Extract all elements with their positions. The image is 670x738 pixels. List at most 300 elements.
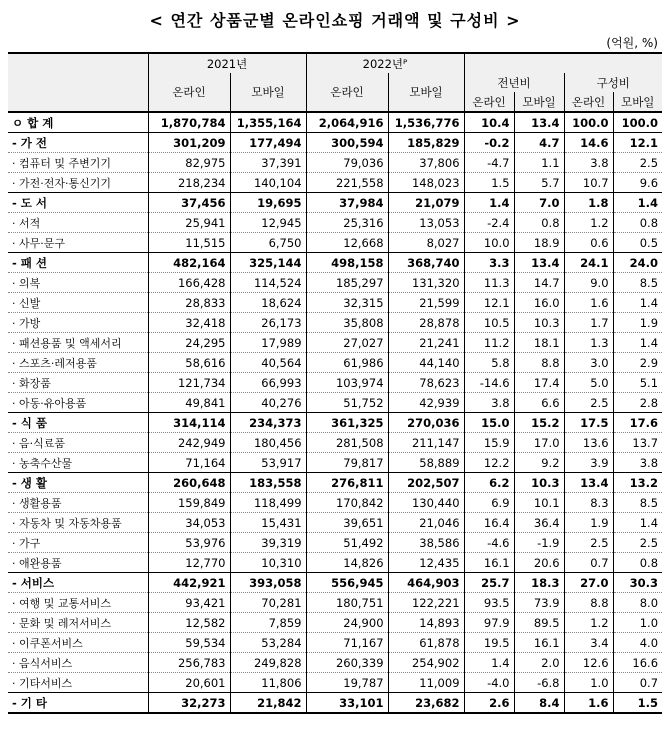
table-cell: 13.4: [514, 253, 564, 273]
row-label: · 자동차 및 자동차용품: [8, 513, 148, 533]
table-cell: -2.4: [464, 213, 514, 233]
table-cell: 256,783: [148, 653, 230, 673]
table-cell: 35,808: [306, 313, 388, 333]
table-cell: 260,648: [148, 473, 230, 493]
table-cell: 1.4: [613, 193, 662, 213]
table-cell: 61,986: [306, 353, 388, 373]
table-cell: 3.8: [613, 453, 662, 473]
table-cell: 39,319: [230, 533, 306, 553]
table-cell: 114,524: [230, 273, 306, 293]
row-label: · 가방: [8, 313, 148, 333]
row-label: · 서적: [8, 213, 148, 233]
table-cell: 1,355,164: [230, 112, 306, 133]
table-cell: 79,817: [306, 453, 388, 473]
table-cell: 242,949: [148, 433, 230, 453]
row-label: ㅇ 합 계: [8, 112, 148, 133]
header-2022-online: 온라인: [306, 73, 388, 112]
table-row: [8, 273, 662, 293]
table-cell: 166,428: [148, 273, 230, 293]
table-row: [8, 673, 662, 693]
table-cell: -0.2: [464, 133, 514, 153]
table-cell: 185,297: [306, 273, 388, 293]
table-cell: 44,140: [388, 353, 464, 373]
table-row: [8, 293, 662, 313]
table-cell: 8.8: [514, 353, 564, 373]
table-row: [8, 573, 662, 593]
table-cell: 361,325: [306, 413, 388, 433]
table-cell: 12,435: [388, 553, 464, 573]
table-cell: 59,534: [148, 633, 230, 653]
row-label: - 기 타: [8, 693, 148, 714]
table-cell: 4.7: [514, 133, 564, 153]
table-cell: 122,221: [388, 593, 464, 613]
table-cell: 15.2: [514, 413, 564, 433]
table-cell: 13.7: [613, 433, 662, 453]
table-cell: 21,079: [388, 193, 464, 213]
table-cell: 24,295: [148, 333, 230, 353]
table-cell: 103,974: [306, 373, 388, 393]
table-cell: 51,752: [306, 393, 388, 413]
table-cell: 14,893: [388, 613, 464, 633]
table-cell: 118,499: [230, 493, 306, 513]
table-cell: 1.1: [514, 153, 564, 173]
table-cell: -6.8: [514, 673, 564, 693]
table-cell: 14,826: [306, 553, 388, 573]
table-cell: 26,173: [230, 313, 306, 333]
table-cell: 70,281: [230, 593, 306, 613]
row-label: · 의복: [8, 273, 148, 293]
table-cell: 13.4: [514, 112, 564, 133]
table-cell: 3.8: [564, 153, 613, 173]
table-cell: 3.0: [564, 353, 613, 373]
table-cell: 11,806: [230, 673, 306, 693]
table-cell: 37,984: [306, 193, 388, 213]
table-cell: 1.9: [613, 313, 662, 333]
table-row: [8, 613, 662, 633]
row-label: · 문화 및 레저서비스: [8, 613, 148, 633]
table-cell: 8.5: [613, 273, 662, 293]
table-row: [8, 353, 662, 373]
table-row: [8, 493, 662, 513]
table-cell: 32,315: [306, 293, 388, 313]
table-cell: 28,833: [148, 293, 230, 313]
table-cell: 21,046: [388, 513, 464, 533]
table-cell: 300,594: [306, 133, 388, 153]
table-cell: 2.8: [613, 393, 662, 413]
table-cell: 10,310: [230, 553, 306, 573]
table-cell: 3.8: [464, 393, 514, 413]
table-cell: 368,740: [388, 253, 464, 273]
table-cell: 82,975: [148, 153, 230, 173]
table-cell: -1.9: [514, 533, 564, 553]
row-label: · 가전·전자·통신기기: [8, 173, 148, 193]
table-cell: 19,695: [230, 193, 306, 213]
table-cell: 10.5: [464, 313, 514, 333]
table-cell: 148,023: [388, 173, 464, 193]
row-label: - 가 전: [8, 133, 148, 153]
table-cell: 21,241: [388, 333, 464, 353]
table-cell: 17.6: [613, 413, 662, 433]
table-cell: -4.7: [464, 153, 514, 173]
table-cell: 2.0: [514, 653, 564, 673]
table-cell: 4.0: [613, 633, 662, 653]
table-cell: 25.7: [464, 573, 514, 593]
table-cell: 464,903: [388, 573, 464, 593]
table-row: [8, 153, 662, 173]
table-cell: 1.0: [564, 673, 613, 693]
table-cell: 17.0: [514, 433, 564, 453]
table-cell: 16.6: [613, 653, 662, 673]
table-cell: 2,064,916: [306, 112, 388, 133]
table-cell: 8.4: [514, 693, 564, 714]
table-cell: 51,492: [306, 533, 388, 553]
table-cell: 24,900: [306, 613, 388, 633]
table-cell: 18,624: [230, 293, 306, 313]
table-body: [8, 112, 662, 713]
row-label: - 도 서: [8, 193, 148, 213]
table-cell: 97.9: [464, 613, 514, 633]
table-cell: 12.1: [613, 133, 662, 153]
table-cell: 2.5: [564, 393, 613, 413]
table-cell: 24.1: [564, 253, 613, 273]
table-cell: 482,164: [148, 253, 230, 273]
table-cell: 15,431: [230, 513, 306, 533]
row-label: · 화장품: [8, 373, 148, 393]
table-cell: 1.5: [613, 693, 662, 714]
table-cell: 211,147: [388, 433, 464, 453]
table-cell: 93.5: [464, 593, 514, 613]
table-cell: 25,316: [306, 213, 388, 233]
table-cell: 10.1: [514, 493, 564, 513]
table-cell: 1.3: [564, 333, 613, 353]
table-row: [8, 593, 662, 613]
table-cell: 37,391: [230, 153, 306, 173]
table-cell: 89.5: [514, 613, 564, 633]
table-cell: 58,889: [388, 453, 464, 473]
row-label: · 생활용품: [8, 493, 148, 513]
table-cell: 2.5: [613, 153, 662, 173]
table-cell: 71,164: [148, 453, 230, 473]
header-2022-mobile: 모바일: [388, 73, 464, 112]
header-2021-online: 온라인: [148, 73, 230, 112]
table-cell: 16.0: [514, 293, 564, 313]
table-cell: 183,558: [230, 473, 306, 493]
table-cell: 1,870,784: [148, 112, 230, 133]
row-label: · 사무·문구: [8, 233, 148, 253]
table-cell: 78,623: [388, 373, 464, 393]
table-cell: 10.3: [514, 313, 564, 333]
header-yoy-online: 온라인: [464, 92, 514, 112]
table-cell: 40,564: [230, 353, 306, 373]
header-year-2022: 2022년ᴾ: [306, 53, 464, 73]
header-year-2021: 2021년: [148, 53, 306, 73]
table-cell: 21,842: [230, 693, 306, 714]
table-cell: 5.0: [564, 373, 613, 393]
row-label: · 여행 및 교통서비스: [8, 593, 148, 613]
table-cell: 1,536,776: [388, 112, 464, 133]
table-cell: 11.3: [464, 273, 514, 293]
table-row: [8, 193, 662, 213]
table-cell: 9.6: [613, 173, 662, 193]
table-cell: 12,582: [148, 613, 230, 633]
row-label: · 애완용품: [8, 553, 148, 573]
table-cell: 49,841: [148, 393, 230, 413]
table-cell: 53,917: [230, 453, 306, 473]
table-cell: 58,616: [148, 353, 230, 373]
row-label: - 생 활: [8, 473, 148, 493]
table-cell: 3.9: [564, 453, 613, 473]
table-cell: 6.6: [514, 393, 564, 413]
table-cell: 276,811: [306, 473, 388, 493]
table-cell: 12.2: [464, 453, 514, 473]
table-cell: -14.6: [464, 373, 514, 393]
table-cell: 0.8: [613, 213, 662, 233]
table-cell: 93,421: [148, 593, 230, 613]
table-row: [8, 473, 662, 493]
table-cell: 177,494: [230, 133, 306, 153]
table-cell: 5.7: [514, 173, 564, 193]
row-label: · 컴퓨터 및 주변기기: [8, 153, 148, 173]
table-row: [8, 633, 662, 653]
table-cell: 1.8: [564, 193, 613, 213]
table-cell: 7.0: [514, 193, 564, 213]
table-cell: 170,842: [306, 493, 388, 513]
table-cell: 2.9: [613, 353, 662, 373]
table-cell: 11,515: [148, 233, 230, 253]
table-cell: 1.0: [613, 613, 662, 633]
table-cell: 121,734: [148, 373, 230, 393]
row-label: - 식 품: [8, 413, 148, 433]
table-cell: 8.3: [564, 493, 613, 513]
table-cell: 100.0: [564, 112, 613, 133]
table-cell: -4.0: [464, 673, 514, 693]
table-cell: 1.7: [564, 313, 613, 333]
table-cell: 1.4: [613, 333, 662, 353]
table-cell: 180,751: [306, 593, 388, 613]
table-cell: 13.4: [564, 473, 613, 493]
table-row: [8, 133, 662, 153]
table-cell: 42,939: [388, 393, 464, 413]
table-cell: 8.0: [613, 593, 662, 613]
table-cell: 33,101: [306, 693, 388, 714]
table-cell: 18.3: [514, 573, 564, 593]
row-label: · 신발: [8, 293, 148, 313]
table-cell: 6,750: [230, 233, 306, 253]
table-row: [8, 213, 662, 233]
table-row: [8, 413, 662, 433]
table-cell: 28,878: [388, 313, 464, 333]
table-cell: 32,273: [148, 693, 230, 714]
table-cell: 2.5: [564, 533, 613, 553]
table-cell: 53,976: [148, 533, 230, 553]
table-row: [8, 553, 662, 573]
table-cell: 30.3: [613, 573, 662, 593]
table-cell: 0.6: [564, 233, 613, 253]
table-cell: 202,507: [388, 473, 464, 493]
table-row: [8, 112, 662, 133]
table-cell: 393,058: [230, 573, 306, 593]
table-row: [8, 333, 662, 353]
table-cell: 6.9: [464, 493, 514, 513]
table-cell: 3.3: [464, 253, 514, 273]
table-cell: 12.1: [464, 293, 514, 313]
table-cell: 325,144: [230, 253, 306, 273]
header-share-mobile: 모바일: [613, 92, 662, 112]
table-cell: 21,599: [388, 293, 464, 313]
table-cell: 11.2: [464, 333, 514, 353]
table-cell: 12,668: [306, 233, 388, 253]
table-cell: 1.4: [613, 293, 662, 313]
table-cell: 38,586: [388, 533, 464, 553]
header-2021-mobile: 모바일: [230, 73, 306, 112]
table-row: [8, 253, 662, 273]
table-cell: 12.6: [564, 653, 613, 673]
table-cell: 17.4: [514, 373, 564, 393]
table-row: [8, 693, 662, 714]
table-cell: 16.1: [514, 633, 564, 653]
table-cell: 234,373: [230, 413, 306, 433]
table-cell: 131,320: [388, 273, 464, 293]
table-row: [8, 173, 662, 193]
table-cell: 10.0: [464, 233, 514, 253]
table-cell: 0.8: [514, 213, 564, 233]
table-cell: 100.0: [613, 112, 662, 133]
table-cell: 1.6: [564, 693, 613, 714]
table-cell: 221,558: [306, 173, 388, 193]
header-category-cell: [8, 53, 148, 112]
table-cell: -4.6: [464, 533, 514, 553]
table-cell: 19.5: [464, 633, 514, 653]
table-cell: 40,276: [230, 393, 306, 413]
table-row: [8, 393, 662, 413]
table-cell: 17,989: [230, 333, 306, 353]
table-cell: 15.0: [464, 413, 514, 433]
table-cell: 37,456: [148, 193, 230, 213]
header-yoy-mobile: 모바일: [514, 92, 564, 112]
row-label: · 패션용품 및 액세서리: [8, 333, 148, 353]
header-share: 구성비: [564, 73, 662, 92]
table-cell: 260,339: [306, 653, 388, 673]
table-cell: 0.5: [613, 233, 662, 253]
table-cell: 1.9: [564, 513, 613, 533]
row-label: · 농축수산물: [8, 453, 148, 473]
table-cell: 314,114: [148, 413, 230, 433]
table-cell: 1.2: [564, 213, 613, 233]
table-cell: 10.4: [464, 112, 514, 133]
table-cell: 0.8: [613, 553, 662, 573]
row-label: · 아동·유아용품: [8, 393, 148, 413]
row-label: · 음·식료품: [8, 433, 148, 453]
row-label: - 패 션: [8, 253, 148, 273]
transaction-table: [8, 52, 662, 714]
table-cell: 8.8: [564, 593, 613, 613]
table-cell: 16.1: [464, 553, 514, 573]
table-cell: 11,009: [388, 673, 464, 693]
table-cell: 13.2: [613, 473, 662, 493]
header-rate-group: [464, 53, 662, 73]
table-cell: 498,158: [306, 253, 388, 273]
table-cell: 6.2: [464, 473, 514, 493]
table-cell: 249,828: [230, 653, 306, 673]
table-cell: 185,829: [388, 133, 464, 153]
table-cell: 5.8: [464, 353, 514, 373]
table-title: < 연간 상품군별 온라인쇼핑 거래액 및 구성비 >: [149, 11, 521, 30]
table-cell: 16.4: [464, 513, 514, 533]
table-cell: 8,027: [388, 233, 464, 253]
row-label: · 음식서비스: [8, 653, 148, 673]
table-cell: 140,104: [230, 173, 306, 193]
table-cell: 254,902: [388, 653, 464, 673]
table-row: [8, 533, 662, 553]
row-label: · 기타서비스: [8, 673, 148, 693]
table-cell: 0.7: [613, 673, 662, 693]
table-cell: 130,440: [388, 493, 464, 513]
table-cell: 20,601: [148, 673, 230, 693]
header-share-online: 온라인: [564, 92, 613, 112]
table-cell: 1.6: [564, 293, 613, 313]
table-cell: 15.9: [464, 433, 514, 453]
table-cell: 13,053: [388, 213, 464, 233]
table-cell: 53,284: [230, 633, 306, 653]
table-cell: 37,806: [388, 153, 464, 173]
table-cell: 18.9: [514, 233, 564, 253]
table-row: [8, 373, 662, 393]
table-cell: 27,027: [306, 333, 388, 353]
table-cell: 5.1: [613, 373, 662, 393]
table-cell: 32,418: [148, 313, 230, 333]
table-cell: 17.5: [564, 413, 613, 433]
table-cell: 73.9: [514, 593, 564, 613]
table-row: [8, 653, 662, 673]
table-cell: 3.4: [564, 633, 613, 653]
table-cell: 7,859: [230, 613, 306, 633]
table-cell: 12,770: [148, 553, 230, 573]
table-cell: 9.2: [514, 453, 564, 473]
row-label: - 서비스: [8, 573, 148, 593]
table-cell: 281,508: [306, 433, 388, 453]
table-cell: 13.6: [564, 433, 613, 453]
table-cell: 442,921: [148, 573, 230, 593]
unit-label: (억원, %): [606, 36, 658, 50]
table-cell: 2.6: [464, 693, 514, 714]
table-cell: 27.0: [564, 573, 613, 593]
table-row: [8, 433, 662, 453]
table-cell: 79,036: [306, 153, 388, 173]
table-cell: 61,878: [388, 633, 464, 653]
row-label: · 가구: [8, 533, 148, 553]
table-cell: 180,456: [230, 433, 306, 453]
table-cell: 19,787: [306, 673, 388, 693]
table-cell: 23,682: [388, 693, 464, 714]
table-cell: 24.0: [613, 253, 662, 273]
table-cell: 14.6: [564, 133, 613, 153]
table-row: [8, 513, 662, 533]
table-cell: 1.4: [464, 193, 514, 213]
table-cell: 66,993: [230, 373, 306, 393]
row-label: · 이쿠폰서비스: [8, 633, 148, 653]
table-cell: 14.7: [514, 273, 564, 293]
table-cell: 1.5: [464, 173, 514, 193]
table-row: [8, 233, 662, 253]
table-cell: 159,849: [148, 493, 230, 513]
table-cell: 0.7: [564, 553, 613, 573]
table-cell: 1.4: [464, 653, 514, 673]
table-cell: 10.7: [564, 173, 613, 193]
table-cell: 8.5: [613, 493, 662, 513]
table-cell: 1.2: [564, 613, 613, 633]
table-cell: 34,053: [148, 513, 230, 533]
table-cell: 39,651: [306, 513, 388, 533]
